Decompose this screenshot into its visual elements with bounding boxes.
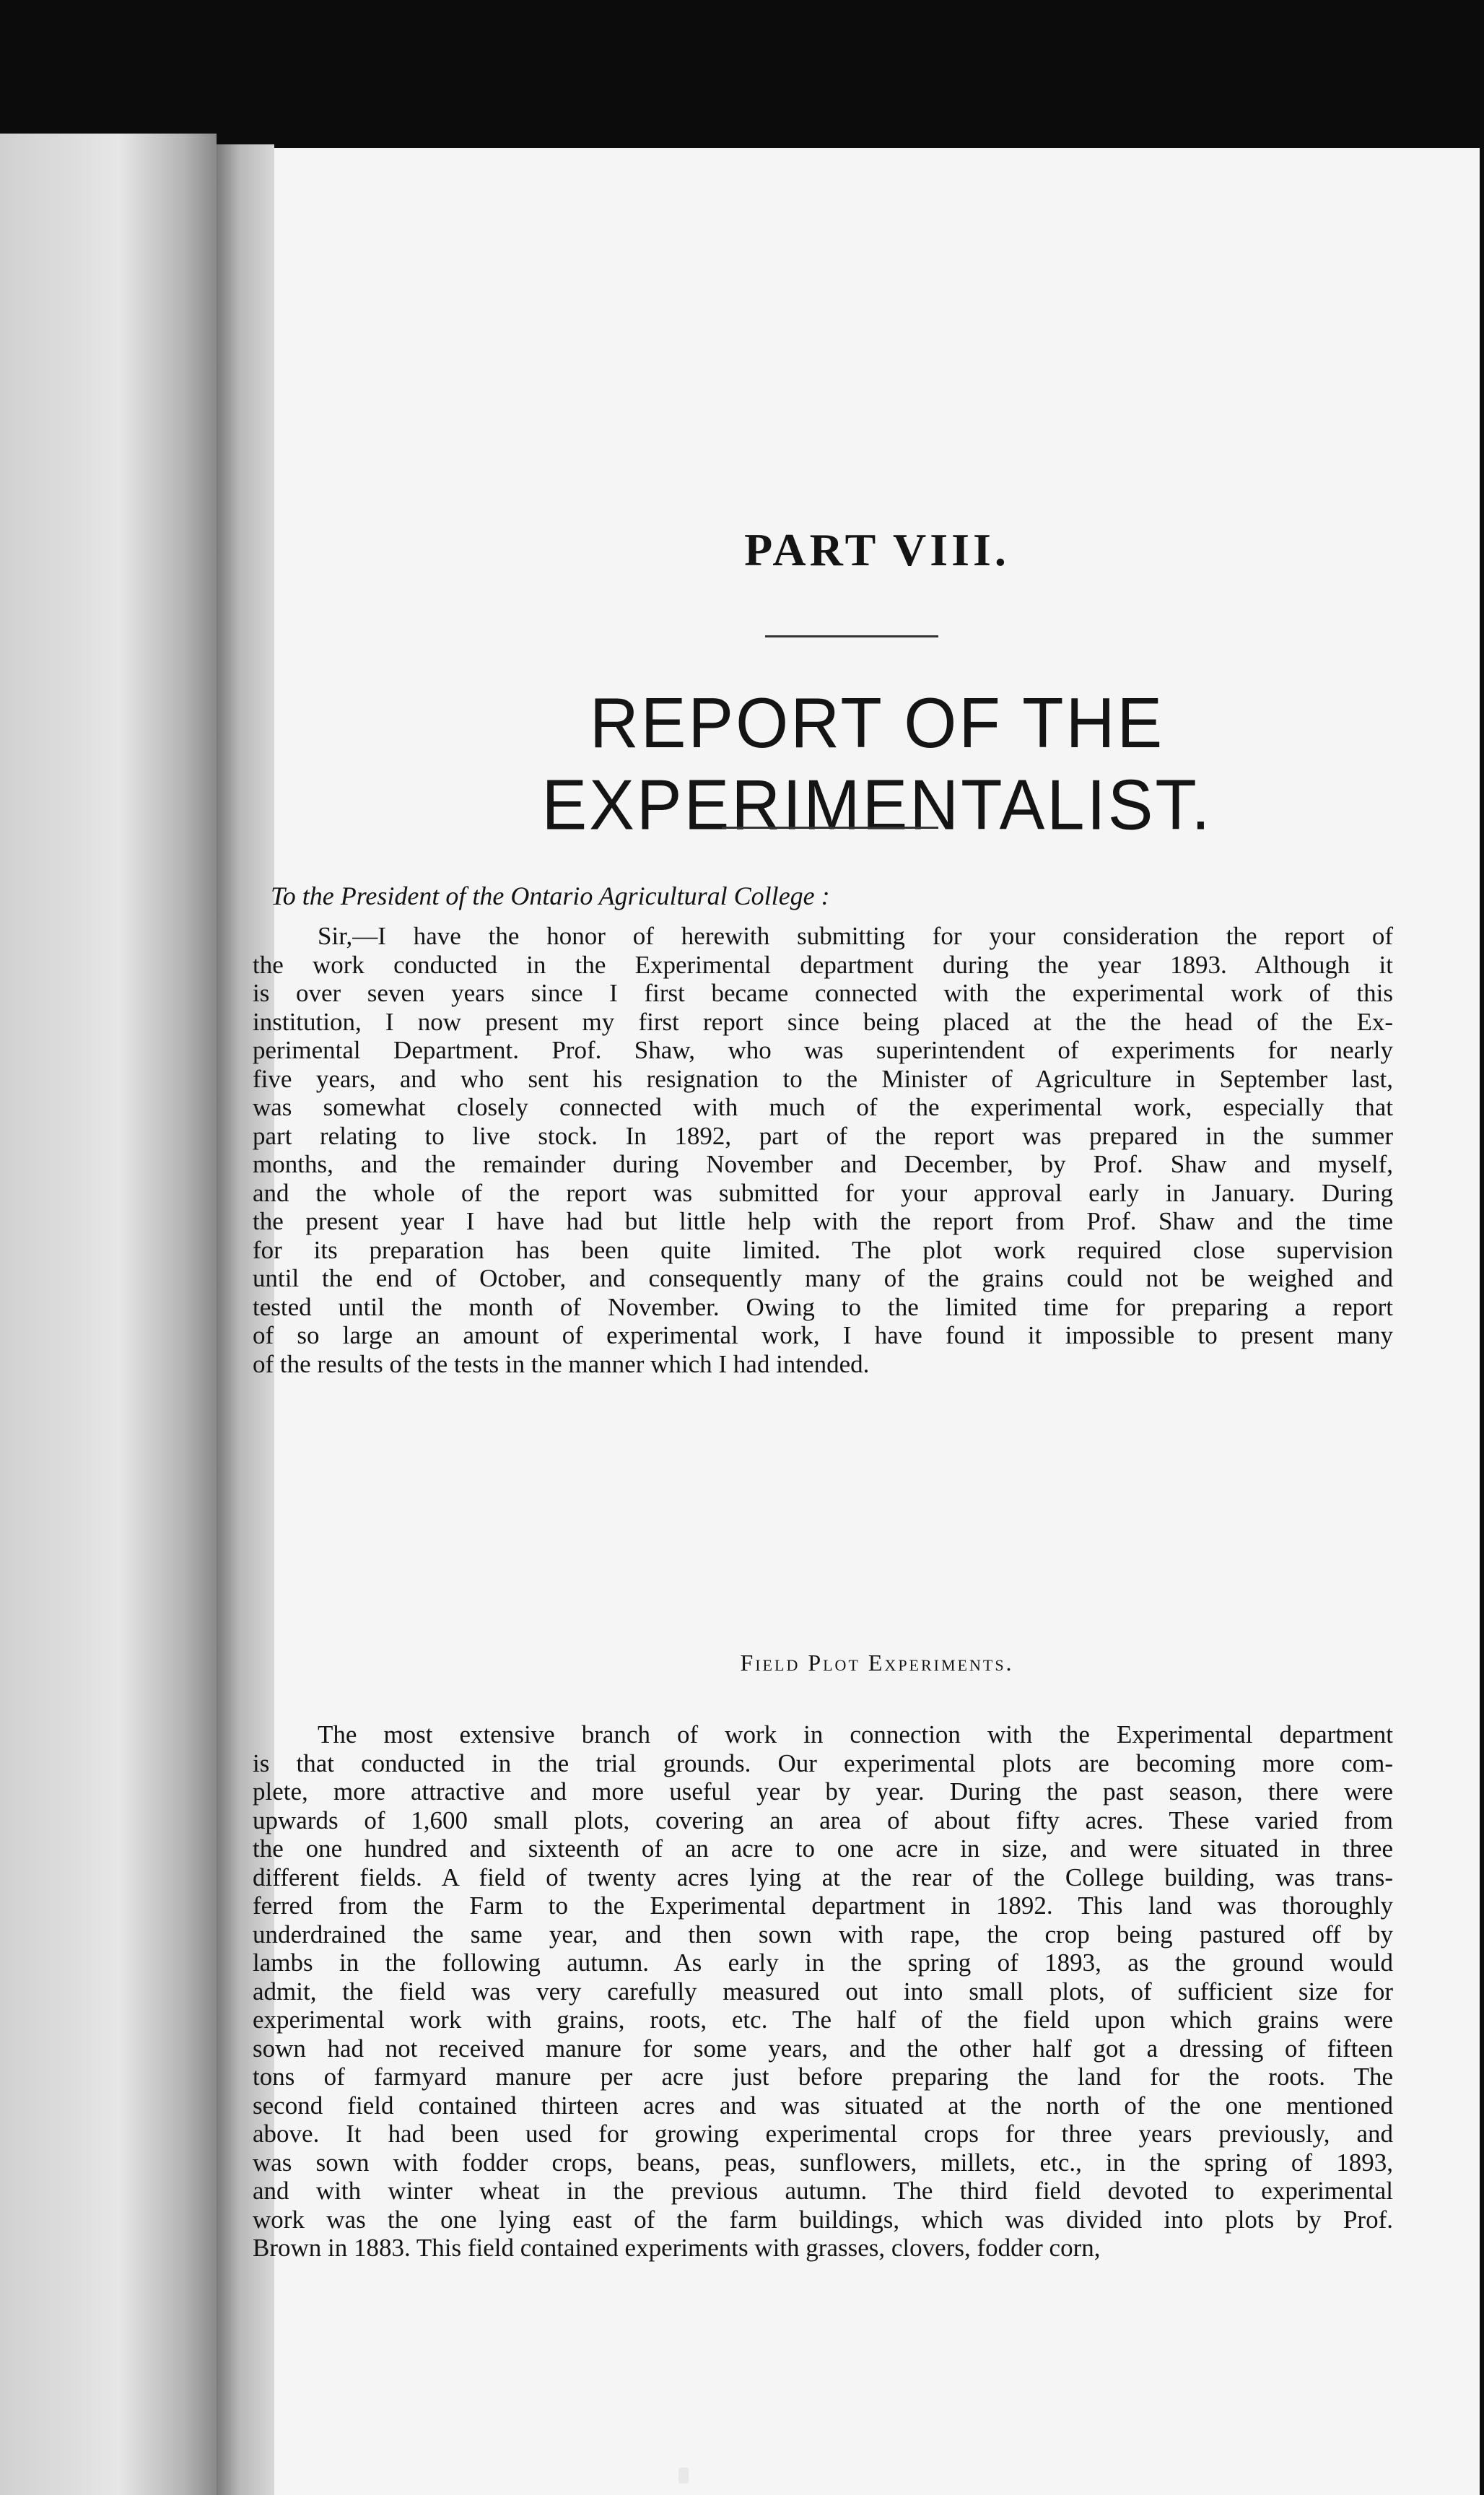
text-line: upwards of 1,600 small plots, covering an area of about fifty acres. These varied from — [253, 1806, 1393, 1834]
title-divider-bottom — [722, 827, 938, 829]
intro-paragraph — [253, 922, 1393, 1378]
text-line: admit, the field was very carefully measured out into small plots, of sufficient size for — [253, 1977, 1393, 2006]
text-line: was sown with fodder crops, beans, peas, sunflowers, millets, etc., in the spring of 1893, — [253, 2148, 1393, 2177]
salutation-text: To the President of the Ontario Agricultural College : — [271, 881, 830, 910]
text-line: different fields. A field of twenty acres lying at the rear of the College building, was trans- — [253, 1863, 1393, 1891]
text-line: perimental Department. Prof. Shaw, who was superintendent of experiments for nearly — [253, 1036, 1393, 1064]
text-line: and the whole of the report was submitted for your approval early in January. During — [253, 1178, 1393, 1207]
text-line: the present year I have had but little help with the report from Prof. Shaw and the time — [253, 1207, 1393, 1235]
text-line: for its preparation has been quite limited. The plot work required close supervision — [253, 1235, 1393, 1264]
text-line: part relating to live stock. In 1892, part of the report was prepared in the summer — [253, 1121, 1393, 1150]
text-line: lambs in the following autumn. As early in the spring of 1893, as the ground would — [253, 1948, 1393, 1977]
text-line: tons of farmyard manure per acre just before preparing the land for the roots. The — [253, 2063, 1393, 2091]
text-line: the one hundred and sixteenth of an acre to one acre in size, and were situated in three — [253, 1834, 1393, 1863]
section-heading: Field Plot Experiments. — [740, 1650, 1014, 1676]
text-line: and with winter wheat in the previous autumn. The third field devoted to experimental — [253, 2177, 1393, 2205]
title-divider-top — [765, 635, 938, 637]
document-page — [253, 148, 1480, 2495]
text-line: The most extensive branch of work in connection with the Experimental department — [318, 1720, 1393, 1749]
text-line: Sir,—I have the honor of herewith submitting for your consideration the report of — [318, 922, 1393, 950]
text-line: sown had not received manure for some years, and the other half got a dressing of fifteen — [253, 2034, 1393, 2063]
text-line: institution, I now present my first report since being placed at the the head of the Ex- — [253, 1007, 1393, 1036]
part-title: PART VIII. — [744, 524, 1010, 575]
text-line: of so large an amount of experimental work, I have found it impossible to present many — [253, 1321, 1393, 1349]
text-line: plete, more attractive and more useful year by year. During the past season, there were — [253, 1777, 1393, 1806]
text-line: Brown in 1883. This field contained experiments with grasses, clovers, fodder corn, — [253, 2234, 1101, 2262]
text-line: the work conducted in the Experimental department during the year 1893. Although it — [253, 950, 1393, 979]
report-title: REPORT OF THE EXPERIMENTALIST. — [541, 682, 1213, 845]
text-line: is over seven years since I first became connected with the experimental work of this — [253, 979, 1393, 1007]
text-line: work was the one lying east of the farm buildings, which was divided into plots by Prof. — [253, 2205, 1393, 2234]
text-line: experimental work with grains, roots, etc. The half of the field upon which grains were — [253, 2006, 1393, 2034]
text-line: ferred from the Farm to the Experimental department in 1892. This land was thoroughly — [253, 1891, 1393, 1920]
text-line: underdrained the same year, and then sown with rape, the crop being pastured off by — [253, 1920, 1393, 1948]
text-line: until the end of October, and consequently many of the grains could not be weighed and — [253, 1264, 1393, 1292]
text-line: of the results of the tests in the manner which I had intended. — [253, 1349, 870, 1378]
text-line: was somewhat closely connected with much of the experimental work, especially that — [253, 1093, 1393, 1121]
text-line: tested until the month of November. Owing to the limited time for preparing a report — [253, 1292, 1393, 1321]
text-line: five years, and who sent his resignation to the Minister of Agriculture in September last, — [253, 1064, 1393, 1093]
text-line: second field contained thirteen acres and was situated at the north of the one mentioned — [253, 2091, 1393, 2120]
page-edge-mark — [678, 2468, 689, 2483]
facing-page-edge — [0, 134, 217, 2495]
text-line: above. It had been used for growing experimental crops for three years previously, and — [253, 2120, 1393, 2148]
field-plot-paragraph — [253, 1720, 1393, 2263]
text-line: months, and the remainder during November and December, by Prof. Shaw and myself, — [253, 1150, 1393, 1178]
text-line: is that conducted in the trial grounds. Our experimental plots are becoming more com- — [253, 1749, 1393, 1777]
